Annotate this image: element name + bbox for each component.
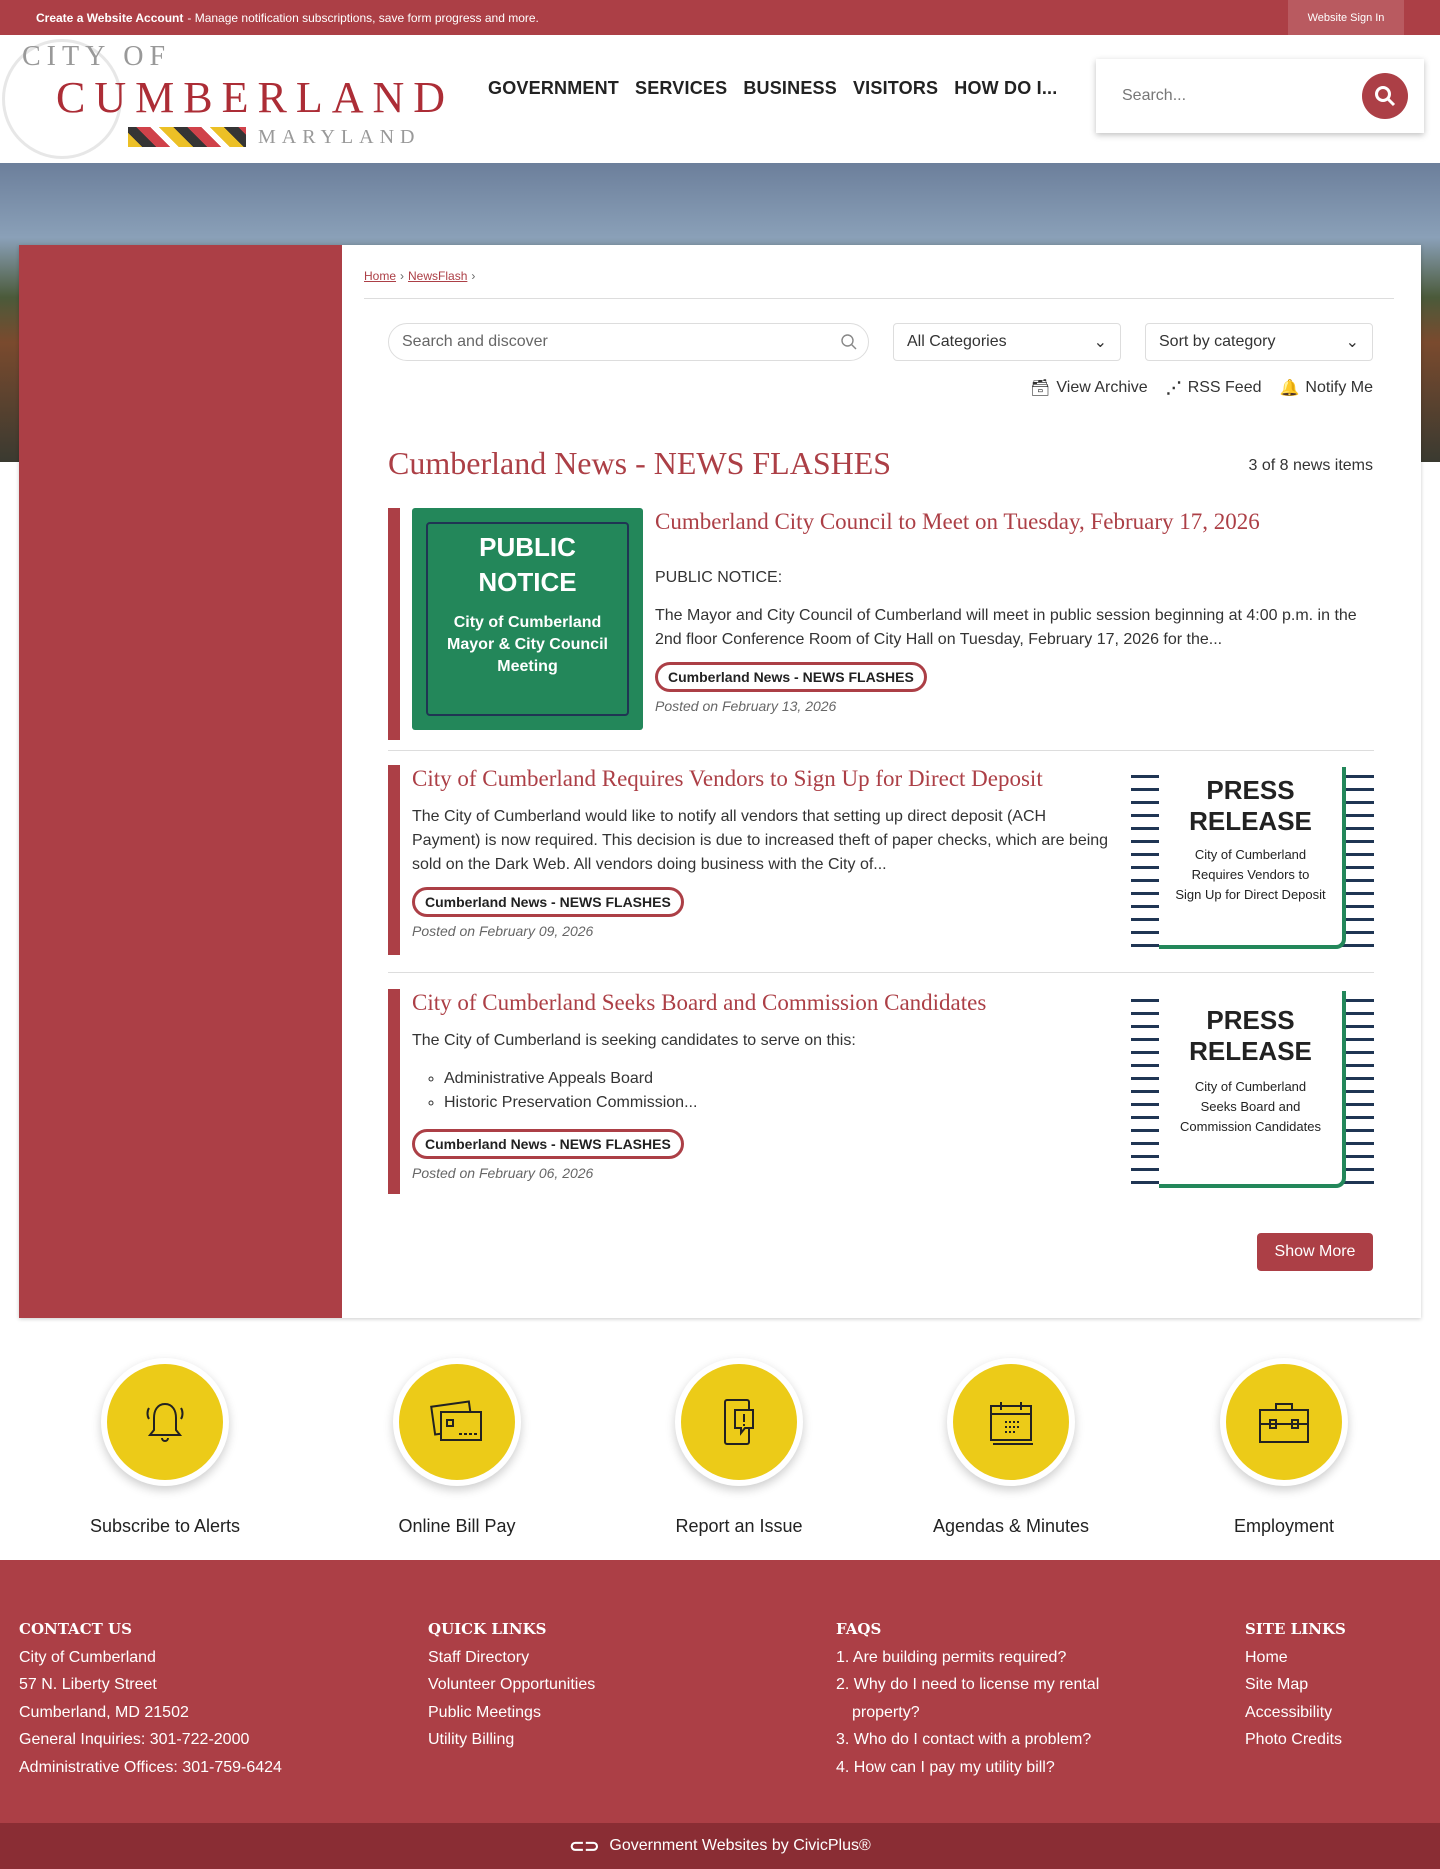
footer-link[interactable]: Accessibility: [1245, 1703, 1333, 1721]
maryland-flag-graphic: [128, 127, 246, 147]
calendar-icon: [985, 1396, 1037, 1448]
contact-line: 57 N. Liberty Street: [19, 1676, 157, 1693]
breadcrumb: Home › NewsFlash ›: [364, 269, 476, 283]
footer-contact: [19, 1616, 282, 1781]
rss-feed-link[interactable]: [1166, 378, 1262, 398]
bell-icon: [143, 1398, 187, 1446]
footer-heading: CONTACT US: [19, 1620, 132, 1638]
quick-link-label: Report an Issue: [675, 1516, 803, 1536]
logo-line2: CUMBERLAND: [56, 73, 455, 122]
news-actions: [1030, 378, 1373, 398]
image-text: Seeks Board and: [1200, 1099, 1301, 1114]
logo-line1: CITY OF: [22, 41, 172, 72]
quick-link-employment[interactable]: [1184, 1358, 1384, 1537]
footer-site-links: [1245, 1616, 1346, 1754]
quick-link-label: Agendas & Minutes: [932, 1516, 1090, 1536]
search-icon: [1373, 84, 1397, 108]
posted-date: Posted on February 06, 2026: [412, 1165, 594, 1181]
image-text: PRESS: [1206, 775, 1295, 805]
sidebar: [19, 245, 342, 1318]
category-tag[interactable]: Cumberland News - NEWS FLASHES: [412, 887, 684, 917]
news-summary: The Mayor and City Council of Cumberland will meet in public session beginning at 4:00 p.m. in the 2nd floor Conference Room of City Hall on Tuesday, February 17, 2026 for the...: [655, 607, 1357, 648]
public-notice-image[interactable]: [412, 508, 643, 730]
contact-line: General Inquiries: 301-722-2000: [19, 1731, 250, 1748]
archive-icon: 🗃: [1030, 380, 1051, 397]
news-summary: The City of Cumberland would like to notify all vendors that setting up direct deposit (ACH Payment) is now required. This decision is due to increased theft of paper checks, which are being sold on the Dark Web. All vendors doing business with the City of...: [412, 808, 1109, 873]
notify-me-link[interactable]: [1280, 378, 1374, 398]
chevron-down-icon: ⌄: [1093, 334, 1107, 351]
breadcrumb-home[interactable]: Home: [364, 269, 397, 283]
chevron-down-icon: ⌄: [1345, 334, 1359, 351]
quick-link-subscribe-alerts[interactable]: [65, 1358, 265, 1537]
image-text: Commission Candidates: [1180, 1119, 1321, 1134]
news-item-accent: [388, 508, 400, 740]
footer-link[interactable]: Home: [1245, 1648, 1288, 1666]
summary-bullet: ◦ Administrative Appeals Board: [444, 1067, 1112, 1091]
news-search-input[interactable]: [388, 323, 869, 361]
website-sign-in-button[interactable]: Website Sign In: [1288, 0, 1404, 35]
news-search-placeholder: Search and discover: [402, 333, 548, 350]
quick-link-report-issue[interactable]: [639, 1358, 839, 1537]
nav-services[interactable]: SERVICES: [635, 78, 728, 98]
category-select[interactable]: [893, 323, 1121, 361]
civicplus-credit: [0, 1823, 1440, 1869]
contact-line: City of Cumberland: [19, 1648, 156, 1666]
faq-link[interactable]: 3. Who do I contact with a problem?: [836, 1731, 1092, 1748]
create-account-description: - Manage notification subscriptions, save form progress and more.: [187, 10, 539, 25]
footer-faqs: [836, 1616, 1126, 1781]
footer-link[interactable]: Photo Credits: [1245, 1731, 1342, 1748]
footer-heading: QUICK LINKS: [428, 1620, 547, 1638]
site-header: [0, 35, 1440, 163]
sort-select-value: Sort by category: [1159, 333, 1276, 350]
search-icon: [840, 333, 858, 351]
image-text: PRESS: [1206, 1005, 1295, 1035]
posted-date: Posted on February 13, 2026: [655, 698, 837, 714]
quick-link-label: Online Bill Pay: [398, 1516, 516, 1536]
footer-link[interactable]: Site Map: [1245, 1676, 1309, 1693]
site-footer: [0, 1560, 1440, 1823]
contact-line: Administrative Offices: 301-759-6424: [19, 1758, 282, 1776]
header-search-placeholder: Search...: [1122, 87, 1187, 104]
image-text: City of Cumberland: [1194, 847, 1307, 862]
sort-select[interactable]: [1145, 323, 1373, 361]
briefcase-icon: [1256, 1398, 1312, 1446]
footer-link[interactable]: Volunteer Opportunities: [428, 1676, 596, 1693]
notify-me-label: Notify Me: [1305, 379, 1373, 396]
summary-bullet: ◦ Historic Preservation Commission...: [444, 1091, 1112, 1115]
category-select-value: All Categories: [907, 333, 1007, 350]
quick-link-online-bill-pay[interactable]: [357, 1358, 557, 1537]
news-title-link[interactable]: City of Cumberland Seeks Board and Commission Candidates: [412, 990, 987, 1015]
nav-visitors[interactable]: VISITORS: [852, 78, 939, 98]
news-item: [388, 989, 1374, 1194]
civicplus-link[interactable]: Government Websites by CivicPlus®: [609, 1837, 871, 1854]
bell-icon: 🔔: [1279, 380, 1300, 397]
nav-business[interactable]: BUSINESS: [743, 78, 837, 98]
create-account-label: Create a Website Account: [36, 10, 184, 25]
faq-link[interactable]: 4. How can I pay my utility bill?: [836, 1758, 1055, 1776]
page-title: Cumberland News - NEWS FLASHES: [388, 445, 892, 481]
image-text: RELEASE: [1189, 1036, 1312, 1066]
quick-link-agendas-minutes[interactable]: [911, 1358, 1111, 1537]
quick-link-label: Employment: [1233, 1516, 1335, 1536]
footer-quick-links: [428, 1616, 595, 1754]
city-logo[interactable]: [0, 35, 455, 163]
posted-date: Posted on February 09, 2026: [412, 923, 594, 939]
news-count: 3 of 8 news items: [1248, 457, 1373, 474]
press-release-image[interactable]: [1131, 989, 1374, 1194]
image-text: NOTICE: [478, 567, 577, 597]
image-text: City of Cumberland: [453, 614, 602, 631]
quick-link-label: Subscribe to Alerts: [89, 1516, 241, 1536]
image-text: Meeting: [497, 658, 558, 675]
faq-link[interactable]: 1. Are building permits required?: [836, 1648, 1067, 1666]
faq-link[interactable]: 2. Why do I need to license my rental property?: [836, 1676, 1100, 1721]
news-summary: The City of Cumberland is seeking candidates to serve on this:: [412, 1032, 856, 1049]
rss-feed-label: RSS Feed: [1187, 379, 1262, 396]
image-text: RELEASE: [1189, 806, 1312, 836]
logo-line3: MARYLAND: [258, 126, 421, 148]
news-item-accent: [388, 765, 400, 955]
divider: [388, 750, 1374, 751]
image-text: PUBLIC: [479, 532, 576, 562]
footer-link[interactable]: Utility Billing: [428, 1731, 515, 1748]
category-tag[interactable]: Cumberland News - NEWS FLASHES: [412, 1129, 684, 1159]
view-archive-label: View Archive: [1056, 379, 1148, 396]
view-archive-link[interactable]: [1030, 378, 1148, 398]
create-account-link[interactable]: [36, 11, 187, 25]
category-tag[interactable]: Cumberland News - NEWS FLASHES: [655, 662, 927, 692]
press-release-image[interactable]: [1131, 765, 1374, 955]
divider: [388, 972, 1374, 973]
nav-government[interactable]: GOVERNMENT: [488, 78, 620, 98]
image-text: Sign Up for Direct Deposit: [1175, 887, 1326, 902]
image-text: Mayor & City Council: [447, 636, 608, 653]
news-item: [388, 765, 1374, 955]
header-search-button[interactable]: [1362, 73, 1408, 119]
top-bar: [0, 0, 1440, 35]
footer-heading: SITE LINKS: [1245, 1620, 1346, 1638]
footer-link[interactable]: Public Meetings: [428, 1703, 541, 1721]
image-text: Requires Vendors to: [1191, 867, 1310, 882]
news-item: [388, 508, 1374, 740]
report-phone-icon: [717, 1396, 761, 1448]
news-title-link[interactable]: City of Cumberland Requires Vendors to Sign Up for Direct Deposit: [412, 766, 1043, 791]
main-content-card: [19, 245, 1421, 1318]
footer-link[interactable]: Staff Directory: [428, 1648, 530, 1666]
contact-line: Cumberland, MD 21502: [19, 1703, 189, 1721]
show-more-button[interactable]: Show More: [1257, 1233, 1373, 1271]
header-search-input[interactable]: [1096, 59, 1424, 133]
main-nav: [488, 78, 1057, 99]
divider: [364, 298, 1394, 299]
news-item-accent: [388, 989, 400, 1194]
breadcrumb-newsflash[interactable]: NewsFlash: [408, 269, 468, 283]
rss-icon: ⋰: [1165, 380, 1182, 397]
news-summary: PUBLIC NOTICE:: [655, 569, 783, 586]
image-text: City of Cumberland: [1194, 1079, 1307, 1094]
credit-card-icon: [429, 1398, 485, 1446]
civicplus-logo-icon: ⊂⊃: [569, 1835, 600, 1856]
footer-heading: FAQS: [836, 1620, 882, 1638]
nav-how-do-i[interactable]: HOW DO I...: [954, 78, 1058, 98]
news-title-link[interactable]: Cumberland City Council to Meet on Tuesday, February 17, 2026: [655, 509, 1260, 534]
